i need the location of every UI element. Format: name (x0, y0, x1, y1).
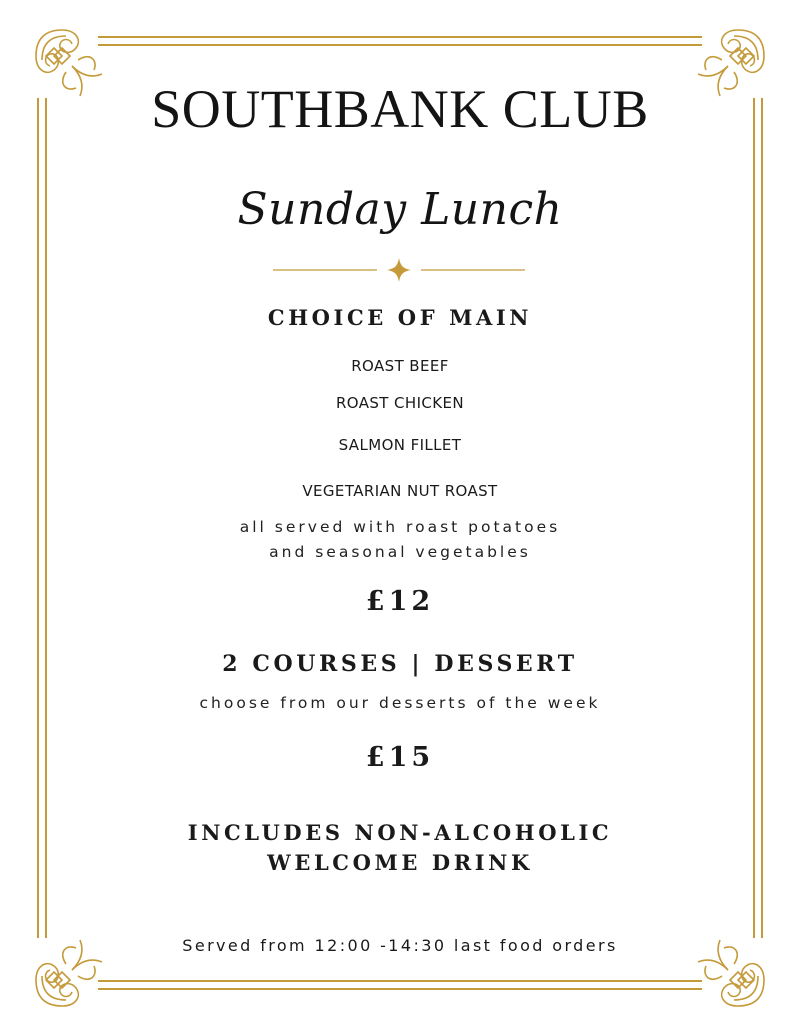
menu-item: ROAST BEEF (351, 357, 449, 375)
menu-item: SALMON FILLET (338, 436, 462, 454)
two-courses-heading: 2 COURSES | DESSERT (222, 651, 578, 677)
menu-item: VEGETARIAN NUT ROAST (302, 482, 498, 500)
includes-drink-line-1: INCLUDES NON-ALCOHOLIC (187, 820, 613, 845)
choice-of-main-heading: CHOICE OF MAIN (267, 305, 533, 330)
serving-times: Served from 12:00 -14:30 last food orders (182, 936, 618, 955)
dessert-note: choose from our desserts of the week (199, 694, 601, 712)
served-with-note-line-2: and seasonal vegetables (269, 543, 531, 561)
menu-item: ROAST CHICKEN (335, 394, 465, 412)
club-name: SOUTHBANK CLUB (151, 79, 649, 139)
main-price: £12 (365, 586, 435, 617)
sparkle-divider-icon (273, 258, 525, 282)
two-courses-price: £15 (365, 742, 435, 773)
menu-subtitle: Sunday Lunch (237, 184, 563, 235)
served-with-note-line-1: all served with roast potatoes (239, 518, 561, 536)
includes-drink-line-2: WELCOME DRINK (267, 850, 533, 875)
